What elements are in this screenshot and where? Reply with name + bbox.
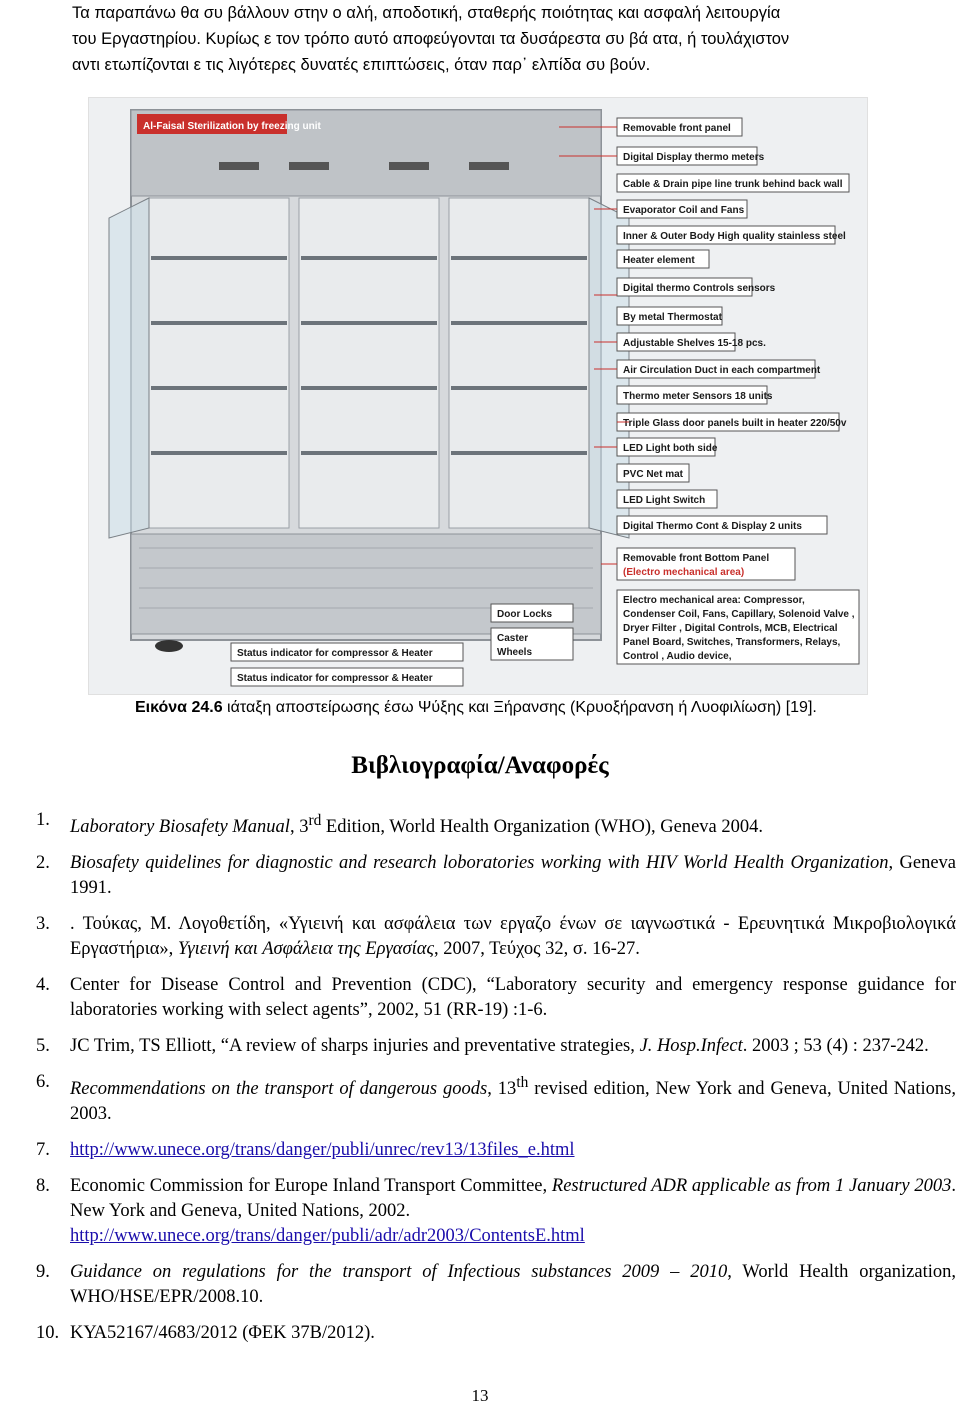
reference-text: , Geneva 1991. [70,853,956,899]
reference-number: 8. [36,1176,50,1197]
reference-item [36,973,956,1023]
intro-line: αντι ετωπίζονται ε τις λιγότερες δυνατές επιπτώσεις, όταν παρ᾽ ελπίδα συ βούν. [72,56,651,74]
electro-line: Control , Audio device, [623,651,732,662]
figure-callout: Heater element [623,255,695,266]
page-number: 13 [471,1386,489,1405]
reference-number: 4. [36,975,50,996]
status-callout: Status indicator for compressor & Heater [237,648,433,659]
reference-text: . 2003 ; 53 (4) : 237-242. [742,1036,929,1057]
freeze-unit-figure [88,97,868,695]
reference-number: 3. [36,914,50,935]
figure-callout: By metal Thermostat [623,312,722,323]
caption-text: ιάταξη αποστείρωσης έσω Ψύξης και Ξήρανσης (Κρυοξήρανση ή Λυοφιλίωση) [19]. [222,699,817,716]
electro-line: Dryer Filter , Digital Controls, MCB, Electrical [623,623,838,634]
reference-text: , World Health organization, WHO/HSE/EPR/2008.10. [70,1262,956,1308]
reference-item [36,1321,956,1346]
reference-title: Biosafety quidelines for diagnostic and research loboratories working with HIV World Health Organization [70,853,889,874]
figure-callout: Digital Display thermo meters [623,152,765,163]
electro-line: Panel Board, Switches, Transformers, Relays, [623,637,841,648]
reference-link[interactable]: http://www.unece.org/trans/danger/publi/adr/adr2003/ContentsE.html [70,1226,585,1247]
reference-title: Recommendations on the transport of dangerous goods [70,1079,488,1100]
intro-line: του Εργαστηρίου. Κυρίως ε τον τρόπο αυτό αποφεύγονται τα δυσάρεστα συ βά ατα, ή τουλάχιστον [72,30,790,48]
references-heading: Βιβλιογραφία/Αναφορές [351,752,609,779]
figure-callout: Triple Glass door panels built in heater 220/50v [623,418,847,429]
figure-callout: Digital thermo Controls sensors [623,283,776,294]
figure-callout: Digital Thermo Cont & Display 2 units [623,521,802,532]
reference-text: Economic Commission for Europe Inland Transport Committee, [70,1176,552,1197]
reference-item [36,1034,956,1059]
caption-label: Εικόνα 24.6 [135,699,223,716]
caster-callout: Caster [497,633,529,644]
wheels-callout: Wheels [497,647,533,658]
reference-number: 10. [36,1323,60,1344]
reference-number: 6. [36,1072,50,1093]
reference-item [36,1174,956,1249]
reference-item [36,1138,956,1163]
reference-text: Center for Disease Control and Prevention (CDC), “Laboratory security and emergency response guidance for laboratories working with select agents”, 2002, 51 (RR-19) :1-6. [70,975,956,1021]
figure-callout: Evaporator Coil and Fans [623,205,745,216]
reference-sup: rd [308,812,322,829]
figure-caption [135,697,895,719]
reference-title: Laboratory Biosafety Manual [70,817,290,838]
figure-callout: Thermo meter Sensors 18 units [623,391,773,402]
reference-link[interactable]: http://www.unece.org/trans/danger/publi/unrec/rev13/13files_e.html [70,1140,575,1161]
reference-title: Guidance on regulations for the transport of Infectious substances 2009 – 2010 [70,1262,728,1283]
reference-text: revised edition, New York and Geneva, United Nations, 2003. [70,1079,956,1125]
figure-callout: Removable front panel [623,123,731,134]
reference-number: 9. [36,1262,50,1283]
reference-text: , 3 [289,817,309,838]
reference-title: Υγιεινή και Ασφάλεια της Εργασίας [177,939,434,960]
reference-text: Edition, World Health Organization (WHO), Geneva 2004. [321,817,763,838]
reference-number: 2. [36,853,50,874]
reference-title: Restructured ADR applicable as from 1 January 2003 [551,1176,952,1197]
reference-text: ΚΥΑ52167/4683/2012 (ΦΕΚ 37Β/2012). [70,1323,375,1344]
reference-item [36,1070,956,1127]
reference-number: 7. [36,1140,50,1161]
reference-text: . New York and Geneva, United Nations, 2002. [70,1176,956,1222]
reference-text: JC Trim, TS Elliott, “A review of sharps injuries and preventative strategies, [70,1036,640,1057]
reference-item [36,808,956,840]
reference-number: 1. [36,810,50,830]
figure-callout: PVC Net mat [623,469,684,480]
references-list [36,808,956,1357]
figure-header: Al-Faisal Sterilization by freezing unit [143,121,321,132]
figure-callout: Inner & Outer Body High quality stainless steel [623,231,846,242]
figure-callout: LED Light both side [623,443,718,454]
intro-line: Τα παραπάνω θα συ βάλλουν στην ο αλή, αποδοτική, σταθερής ποιότητας και ασφαλή λειτουργία [72,4,781,22]
freeze-unit-illustration [89,98,867,694]
reference-item [36,1260,956,1310]
reference-sup: th [516,1074,529,1092]
figure-callout: Cable & Drain pipe line trunk behind back wall [623,179,843,190]
status-callout: Status indicator for compressor & Heater [237,673,433,684]
figure-callout: (Electro mechanical area) [623,567,745,578]
electro-line: Condenser Coil, Fans, Capillary, Solenoid Valve , [623,609,855,620]
figure-callout: Removable front Bottom Panel [623,553,770,564]
figure-callout: Adjustable Shelves 15-18 pcs. [623,338,766,349]
figure-callout: LED Light Switch [623,495,706,506]
electro-line: Electro mechanical area: Compressor, [623,595,805,606]
reference-text: , 2007, Τεύχος 32, σ. 16-27. [433,939,640,960]
reference-title: J. Hosp.Infect [639,1036,743,1057]
reference-item [36,851,956,901]
door-locks-callout: Door Locks [497,609,553,620]
figure-callout: Air Circulation Duct in each compartment [623,365,821,376]
reference-text: , 13 [487,1079,517,1100]
reference-item [36,912,956,962]
reference-text: . Τούκας, Μ. Λογοθετίδη, «Υγιεινή και ασφάλεια των εργαζο ένων σε ιαγνωστικά - Ερευνητικά Μικροβιολογικά Εργαστήρια», [70,914,956,960]
reference-number: 5. [36,1036,50,1057]
intro-paragraph [72,0,957,78]
